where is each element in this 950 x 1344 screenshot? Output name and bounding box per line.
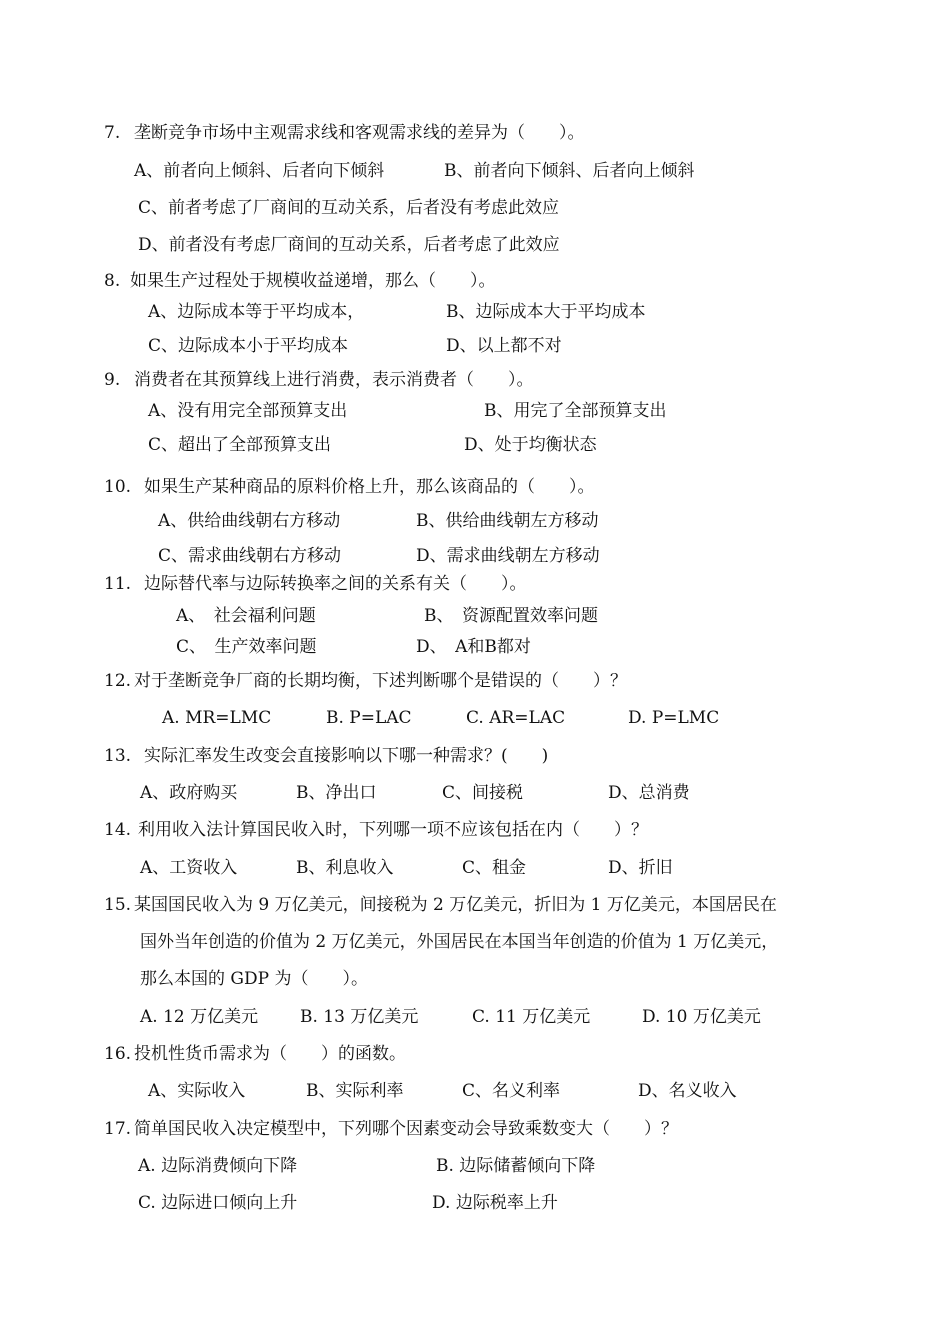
option: C、名义利率 — [462, 1081, 561, 1101]
option: B. 边际储蓄倾向下降 — [436, 1156, 596, 1176]
question-number: 11. — [104, 574, 132, 594]
option: B、用完了全部预算支出 — [484, 401, 667, 421]
option: B、供给曲线朝左方移动 — [416, 511, 599, 531]
option: D、需求曲线朝左方移动 — [416, 546, 600, 566]
option: B、实际利率 — [306, 1081, 404, 1101]
question-number: 16. — [104, 1044, 132, 1064]
option: C. 边际进口倾向上升 — [138, 1193, 298, 1213]
option: C、超出了全部预算支出 — [148, 435, 332, 455]
question-number: 14. — [104, 820, 132, 840]
question-stem: 利用收入法计算国民收入时，下列哪一项不应该包括在内（ ）？ — [138, 820, 648, 840]
question-number: 10. — [104, 477, 132, 497]
question-stem-line: 某国国民收入为 9 万亿美元，间接税为 2 万亿美元，折旧为 1 万亿美元，本国居民在 — [134, 895, 777, 915]
option: A. 12 万亿美元 — [140, 1007, 259, 1027]
option: B. 13 万亿美元 — [300, 1007, 419, 1027]
question-number: 9. — [104, 370, 121, 390]
question-number: 13. — [104, 746, 132, 766]
question-stem: 消费者在其预算线上进行消费，表示消费者（ ）。 — [134, 370, 534, 390]
option: A、政府购买 — [140, 783, 238, 803]
option: D、处于均衡状态 — [464, 435, 597, 455]
question-number: 15. — [104, 895, 132, 915]
option: D. 边际税率上升 — [432, 1193, 558, 1213]
option: A、供给曲线朝右方移动 — [158, 511, 341, 531]
option: B、边际成本大于平均成本 — [446, 302, 646, 322]
question-number: 7. — [104, 123, 121, 143]
option: D、总消费 — [608, 783, 690, 803]
option: C. AR=LAC — [466, 708, 566, 728]
question-stem: 投机性货币需求为（ ）的函数。 — [134, 1044, 406, 1064]
option: A、实际收入 — [148, 1081, 246, 1101]
option: C、边际成本小于平均成本 — [148, 336, 349, 356]
question-stem: 如果生产某种商品的原料价格上升，那么该商品的（ ）。 — [144, 477, 595, 497]
option: D、以上都不对 — [446, 336, 562, 356]
option: D. P=LMC — [628, 708, 720, 728]
option: B、 资源配置效率问题 — [424, 606, 598, 626]
option: C、租金 — [462, 858, 527, 878]
question-stem: 对于垄断竞争厂商的长期均衡，下述判断哪个是错误的（ ）？ — [134, 671, 627, 691]
option: C、间接税 — [442, 783, 524, 803]
option: D. 10 万亿美元 — [642, 1007, 761, 1027]
option: A、工资收入 — [140, 858, 238, 878]
option: C、需求曲线朝右方移动 — [158, 546, 342, 566]
option: A、没有用完全部预算支出 — [148, 401, 348, 421]
option: B、净出口 — [296, 783, 377, 803]
option: B、前者向下倾斜、后者向上倾斜 — [444, 161, 695, 181]
question-number: 8. — [104, 271, 121, 291]
option: A、前者向上倾斜、后者向下倾斜 — [134, 161, 385, 181]
option: B、利息收入 — [296, 858, 394, 878]
option: D、名义收入 — [638, 1081, 737, 1101]
option: C、前者考虑了厂商间的互动关系，后者没有考虑此效应 — [138, 198, 560, 218]
question-stem: 垄断竞争市场中主观需求线和客观需求线的差异为（ ）。 — [134, 123, 585, 143]
option: D、 A和B都对 — [416, 637, 531, 657]
question-number: 12. — [104, 671, 132, 691]
option: B. P=LAC — [326, 708, 412, 728]
question-number: 17. — [104, 1119, 132, 1139]
option: A、边际成本等于平均成本， — [148, 302, 365, 322]
option: A. MR=LMC — [162, 708, 272, 728]
question-stem: 简单国民收入决定模型中，下列哪个因素变动会导致乘数变大（ ）？ — [134, 1119, 678, 1139]
question-stem: 边际替代率与边际转换率之间的关系有关（ ）。 — [144, 574, 527, 594]
question-stem: 如果生产过程处于规模收益递增，那么（ ）。 — [130, 271, 496, 291]
option: A. 边际消费倾向下降 — [138, 1156, 298, 1176]
option: C. 11 万亿美元 — [472, 1007, 591, 1027]
option: C、 生产效率问题 — [176, 637, 317, 657]
option: D、前者没有考虑厂商间的互动关系，后者考虑了此效应 — [138, 235, 560, 255]
question-stem-line: 那么本国的 GDP 为（ ）。 — [140, 969, 368, 989]
option: D、折旧 — [608, 858, 673, 878]
question-stem: 实际汇率发生改变会直接影响以下哪一种需求？( ) — [144, 746, 549, 766]
question-stem-line: 国外当年创造的价值为 2 万亿美元，外国居民在本国当年创造的价值为 1 万亿美元， — [140, 932, 779, 952]
option: A、 社会福利问题 — [176, 606, 316, 626]
